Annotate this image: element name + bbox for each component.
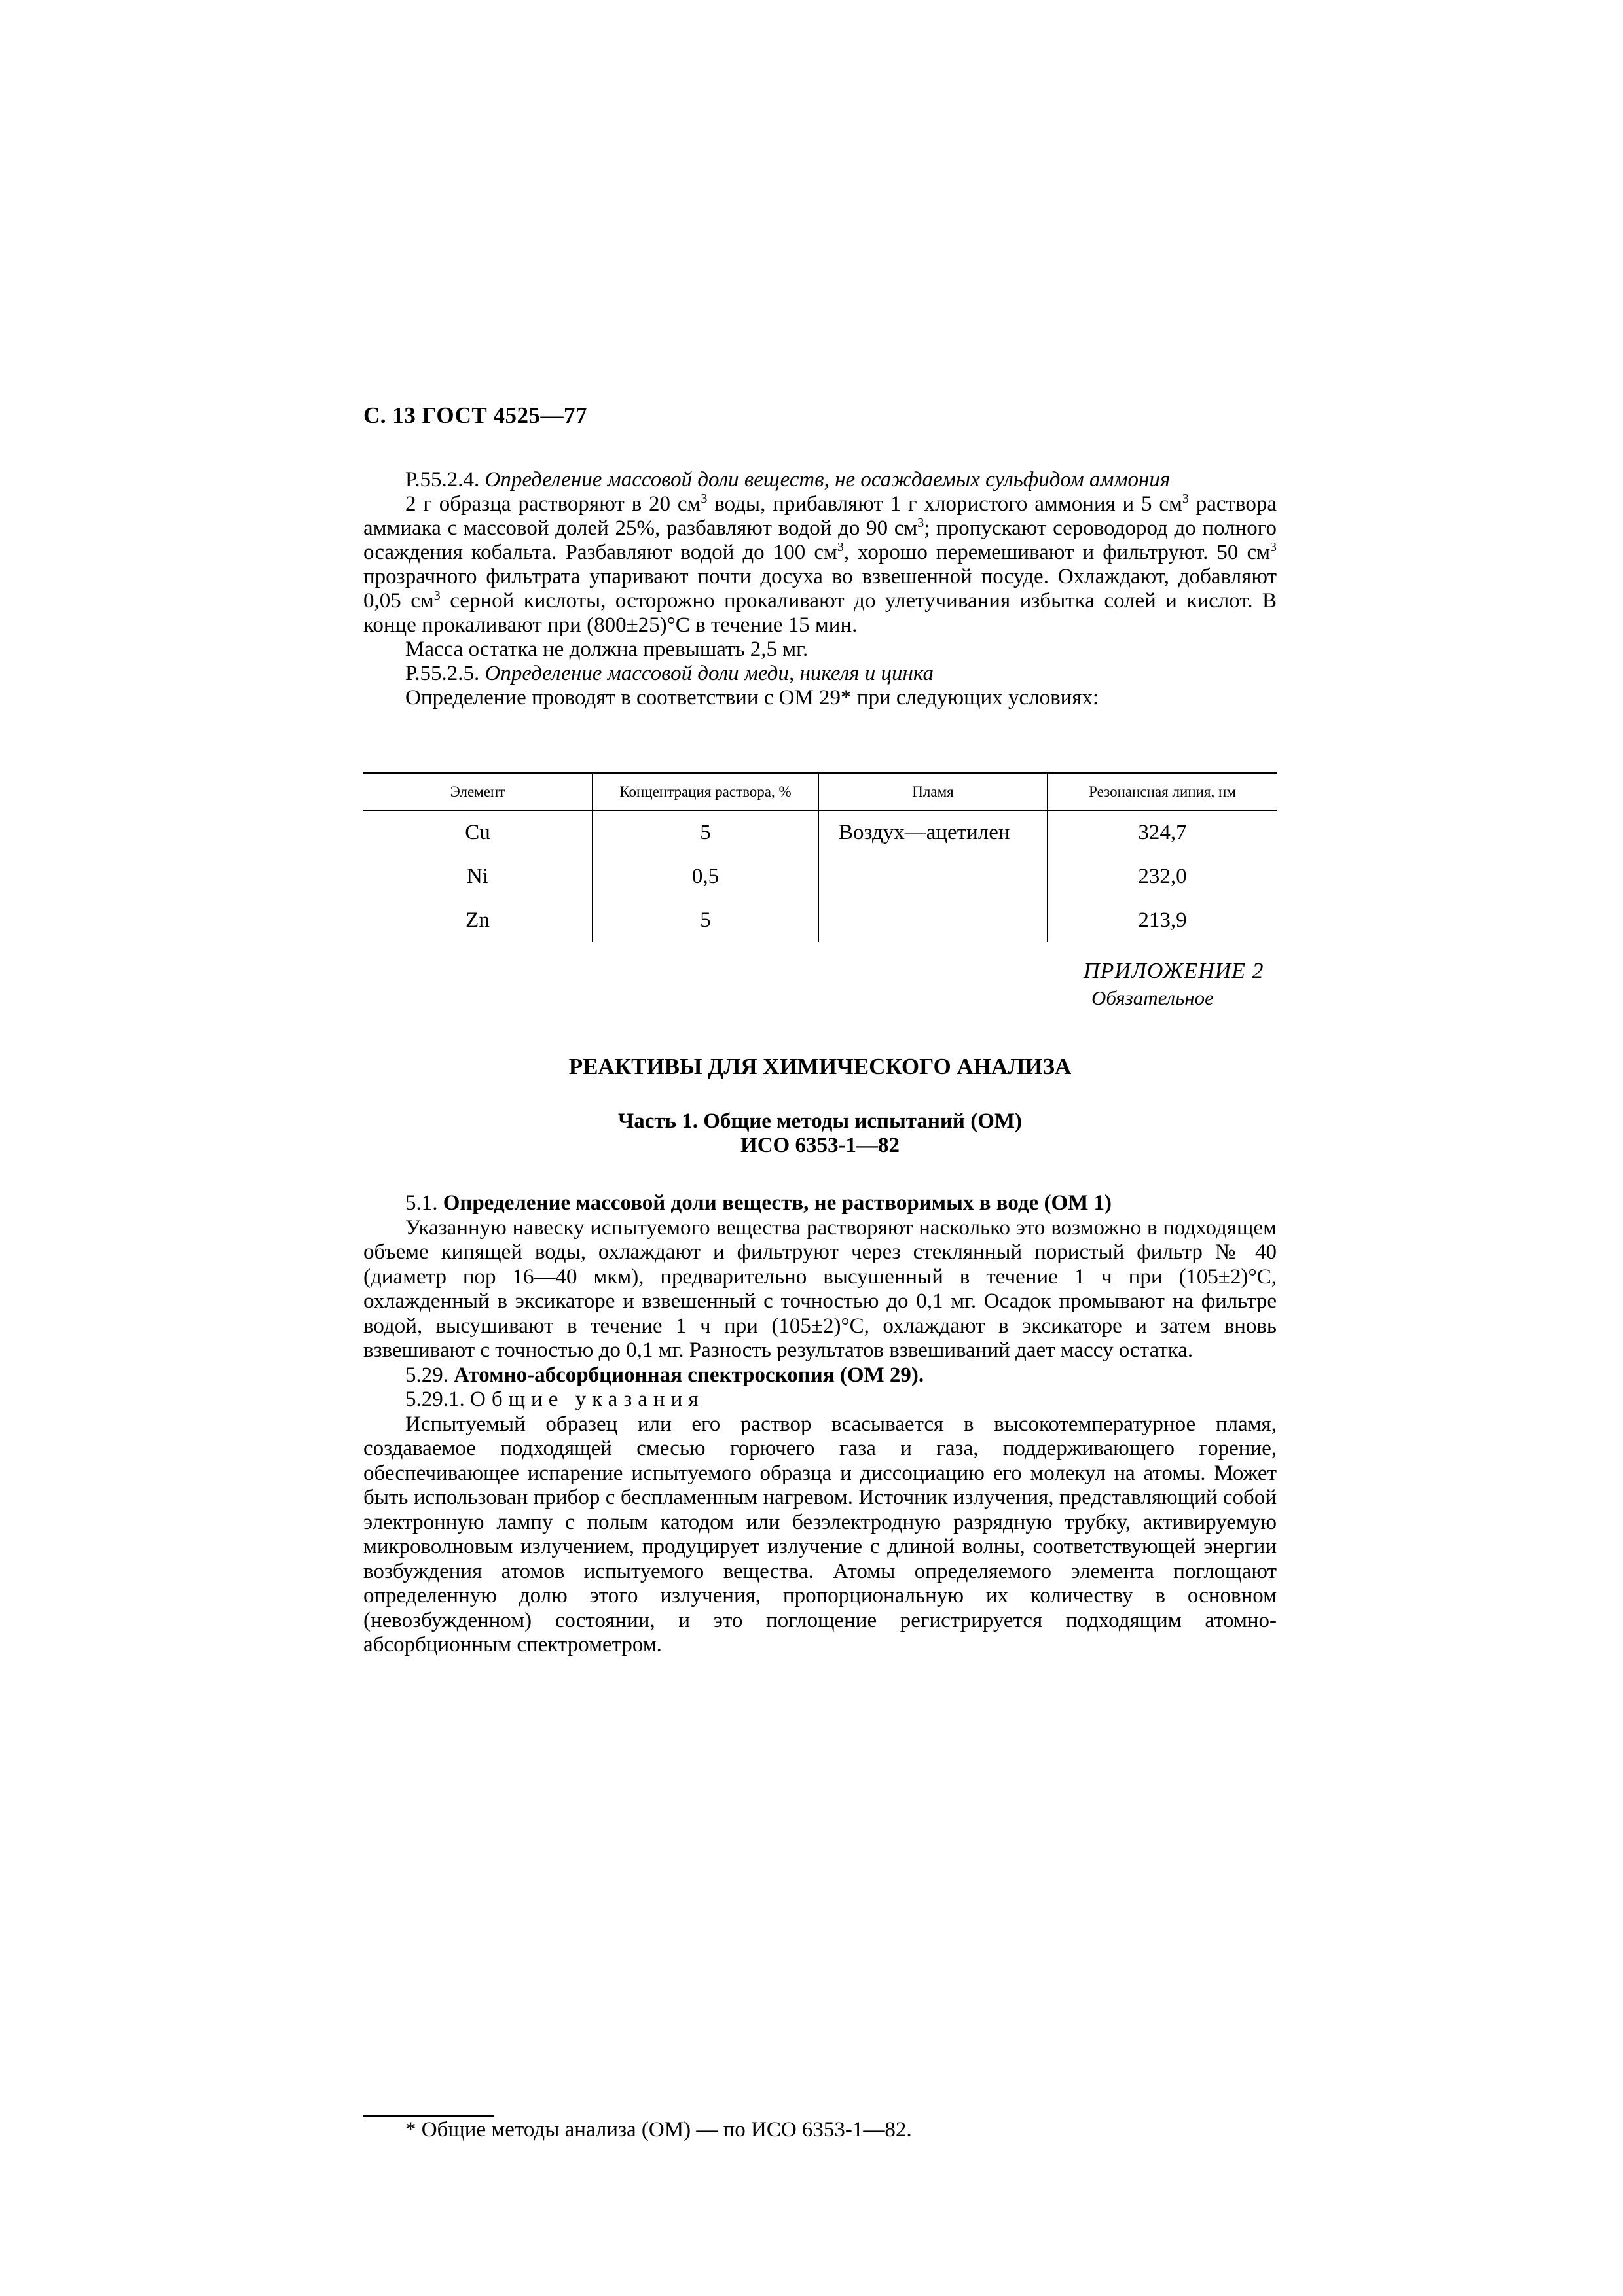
text-fragment: прозрачного фильтрата упаривают почти досуха во взвешенной посуде. Охлаждают, добавляют 0,05 см bbox=[363, 565, 1277, 613]
column-header-element: Элемент bbox=[363, 773, 593, 810]
text-fragment: , хорошо перемешивают и фильтруют. 50 см bbox=[843, 541, 1270, 564]
paragraph-p5524 bbox=[363, 492, 1277, 637]
section-title: Определение массовой доли меди, никеля и цинка bbox=[484, 662, 934, 685]
annex-number: ПРИЛОЖЕНИЕ 2 bbox=[1084, 959, 1264, 983]
iso-reference: ИСО 6353-1—82 bbox=[740, 1134, 900, 1157]
text-fragment: 2 г образца растворяют в 20 см bbox=[405, 492, 701, 516]
section-title: Определение массовой доли веществ, не растворимых в воде (ОМ 1) bbox=[443, 1191, 1112, 1215]
cell-resonance-line: 213,9 bbox=[1048, 899, 1277, 942]
table-header-row bbox=[363, 773, 1277, 810]
heading-p5525 bbox=[363, 662, 1277, 686]
page-header: С. 13 ГОСТ 4525—77 bbox=[363, 403, 587, 428]
section-p5524-p5525 bbox=[363, 468, 1277, 710]
heading-5-29 bbox=[363, 1363, 1277, 1388]
annex-label bbox=[1084, 959, 1273, 1010]
superscript: 3 bbox=[701, 492, 708, 506]
paragraph-5-1: Указанную навеску испытуемого вещества растворяют насколько это возможно в подходящем объеме кипящей воды, охлаждают и фильтруют через стеклянный пористый фильтр № 40 (диаметр пор 16—40 мкм), предварительно высушенный в течение 1 ч при (105±2)°С, охлажденный в эксикаторе и взвешенный с точностью до 0,1 мг. Осадок промывают на фильтре водой, высушивают в течение 1 ч при (105±2)°С, охлаждают в эксикаторе и затем вновь взвешивают с точностью до 0,1 мг. Разность результатов взвешиваний дает массу остатка. bbox=[363, 1215, 1277, 1362]
text-fragment: воды, прибавляют 1 г хлористого аммония и 5 см bbox=[707, 492, 1182, 516]
cell-concentration: 5 bbox=[593, 899, 818, 942]
section-title: Общие указания bbox=[470, 1388, 704, 1411]
cell-resonance-line: 324,7 bbox=[1048, 810, 1277, 855]
cell-flame bbox=[818, 855, 1048, 899]
table-row bbox=[363, 899, 1277, 942]
text-fragment: раствора аммиака с массовой долей 25%, разбавляют водой до 90 см bbox=[363, 492, 1277, 540]
text-fragment: серной кислоты, осторожно прокаливают до улетучивания избытка солей и кислот. В конце прокаливают при (800±25)°С в течение 15 мин. bbox=[363, 589, 1277, 637]
document-title: РЕАКТИВЫ ДЛЯ ХИМИЧЕСКОГО АНАЛИЗА bbox=[568, 1054, 1072, 1079]
section-number: Р.55.2.4. bbox=[405, 468, 480, 492]
section-title: Атомно-абсорбционная спектроскопия (ОМ 29). bbox=[454, 1363, 924, 1387]
paragraph-p5525: Определение проводят в соответствии с ОМ 29* при следующих условиях: bbox=[405, 686, 1099, 709]
section-title: Определение массовой доли веществ, не осаждаемых сульфидом аммония bbox=[484, 468, 1171, 492]
annex-status: Обязательное bbox=[1091, 986, 1214, 1009]
superscript: 3 bbox=[917, 516, 924, 530]
part-title: Часть 1. Общие методы испытаний (ОМ) bbox=[617, 1109, 1022, 1133]
cell-resonance-line: 232,0 bbox=[1048, 855, 1277, 899]
cell-element: Cu bbox=[465, 821, 490, 844]
cell-flame bbox=[818, 899, 1048, 942]
cell-concentration: 5 bbox=[593, 810, 818, 855]
section-number: 5.29.1. bbox=[405, 1388, 465, 1411]
conditions-table bbox=[363, 772, 1277, 942]
superscript: 3 bbox=[837, 540, 844, 554]
footnote: * Общие методы анализа (ОМ) — по ИСО 6353-1—82. bbox=[405, 2118, 912, 2142]
paragraph-mass-limit: Масса остатка не должна превышать 2,5 мг. bbox=[405, 637, 809, 661]
section-number: 5.1. bbox=[405, 1191, 438, 1215]
table-row bbox=[363, 855, 1277, 899]
cell-element: Ni bbox=[467, 865, 488, 888]
superscript: 3 bbox=[1270, 540, 1277, 554]
column-header-concentration: Концентрация раствора, % bbox=[593, 773, 818, 810]
cell-concentration: 0,5 bbox=[593, 855, 818, 899]
cell-element: Zn bbox=[465, 908, 490, 932]
heading-5-29-1 bbox=[363, 1388, 1277, 1412]
section-number: 5.29. bbox=[405, 1363, 448, 1387]
heading-p5524 bbox=[363, 468, 1277, 492]
text-fragment: ; пропускают сероводород до полного осаждения кобальта. Разбавляют водой до 100 см bbox=[363, 516, 1277, 564]
heading-5-1 bbox=[363, 1191, 1277, 1216]
section-5-body bbox=[363, 1191, 1277, 1658]
paragraph-5-29-1: Испытуемый образец или его раствор всасывается в высокотемпературное пламя, создаваемое подходящей смесью горючего газа и газа, поддерживающего горение, обеспечивающее испарение испытуемого образца и диссоциацию его молекул на атомы. Может быть использован прибор с беспламенным нагревом. Источник излучения, представляющий собой электронную лампу с полым катодом или безэлектродную разрядную трубку, активируемую микроволновым излучением, продуцирует излучение с длиной волны, соответствующей энергии возбуждения атомов испытуемого вещества. Атомы определяемого элемента поглощают определенную долю этого излучения, пропорциональную их количеству в основном (невозбужденном) состоянии, и это поглощение регистрируется подходящим атомно-абсорбционным спектрометром. bbox=[363, 1412, 1277, 1657]
column-header-flame: Пламя bbox=[818, 773, 1048, 810]
footnote-divider bbox=[363, 2115, 494, 2117]
table-row bbox=[363, 810, 1277, 855]
column-header-resonance-line: Резонансная линия, нм bbox=[1048, 773, 1277, 810]
section-number: Р.55.2.5. bbox=[405, 662, 480, 685]
superscript: 3 bbox=[1182, 492, 1189, 506]
cell-flame: Воздух—ацетилен bbox=[818, 810, 1048, 855]
superscript: 3 bbox=[433, 588, 441, 603]
